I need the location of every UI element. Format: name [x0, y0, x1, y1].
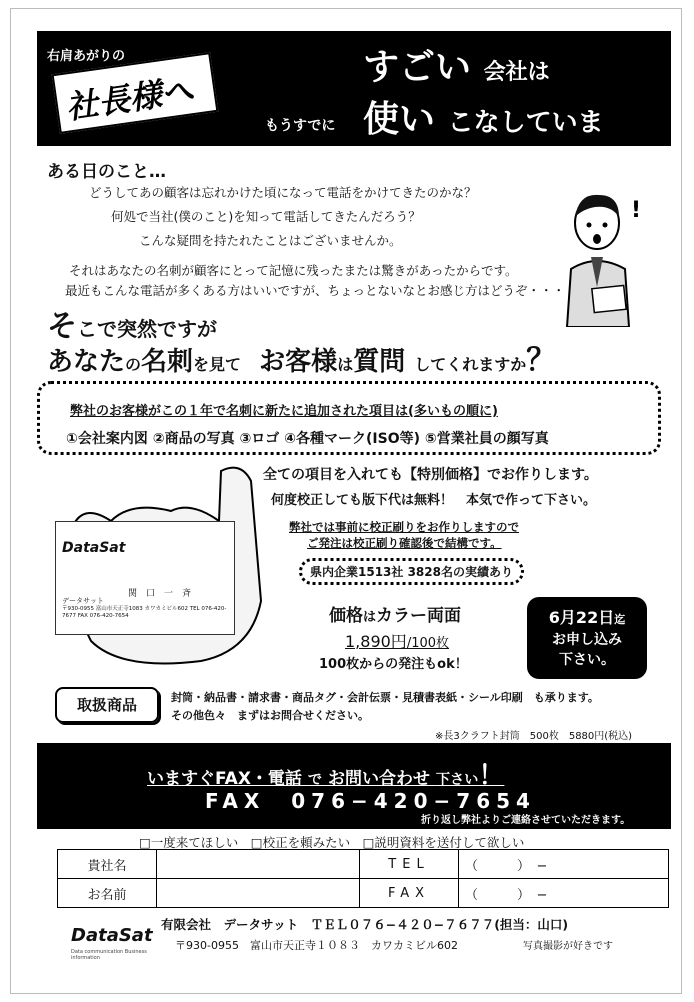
offer-free-proof: 何度校正しても版下代は無料！ 本気で作って下さい。: [271, 493, 597, 508]
footer-company: 有限会社 データサット ＴＥＬ０７６−４２０−７６７７(担当：山口): [161, 917, 569, 932]
footer-address: 〒930-0955 富山市天正寺１０８３ カワカミビル602: [175, 939, 458, 952]
footer-logo-tag: Data communication Business information: [71, 949, 147, 961]
min-order: 100枚からの発注もok！: [319, 657, 468, 672]
footer-logo-text: DataSat: [71, 925, 153, 946]
flyer-page: [10, 8, 682, 994]
fax-field[interactable]: （ ） −: [459, 879, 669, 908]
popular-items-box: [37, 381, 661, 455]
fax-label: FAX: [360, 879, 459, 908]
card-company: データサット: [62, 597, 104, 605]
offer-special-price: 全ての項目を入れても【特別価格】でお作りします。: [263, 467, 598, 483]
question-1: どうしてあの顧客は忘れかけた頃になって電話をかけてきたのかな？: [89, 185, 477, 200]
fax-order-form: [57, 849, 669, 908]
svg-text:!: !: [631, 198, 642, 223]
products-button[interactable]: 取扱商品: [55, 687, 159, 723]
deadline-date: 6月22日迄: [548, 608, 626, 627]
deadline-line3: 下さい。: [559, 652, 615, 668]
headline-2: あなたの名刺を見て お客様は質問 してくれますか？: [47, 343, 557, 378]
products-line-1: 封筒・納品書・請求書・商品タグ・会計伝票・見積書表紙・シール印刷 も承ります。: [171, 691, 599, 704]
request-checkboxes[interactable]: □一度来てほしい □校正を頼みたい □説明資料を送付して欲しい: [139, 835, 525, 850]
fax-call-to-action: いますぐFAX・電話 で お問い合わせ 下さい！: [147, 761, 505, 791]
headline-1: そこで突然ですが: [47, 309, 217, 344]
footer-logo: [71, 921, 151, 959]
surprised-businessman-illustration: [559, 187, 649, 327]
company-field[interactable]: [157, 850, 360, 879]
sample-business-card: [55, 521, 235, 635]
offer-track-record: 県内企業1513社 3828名の実績あり: [299, 558, 524, 585]
tel-label: TEL: [360, 850, 459, 879]
question-3: こんな疑問を持たれたことはございませんか。: [139, 233, 402, 248]
header-line1: すごい 会社は: [363, 47, 550, 88]
intro-title: ある日のこと…: [47, 162, 166, 182]
header-tag: 右肩あがりの: [47, 49, 126, 64]
name-label: お名前: [58, 879, 157, 908]
card-logo: DataSat: [62, 540, 126, 556]
shacho-text: 社長様へ: [63, 71, 196, 127]
name-field[interactable]: [157, 879, 360, 908]
products-note: ※長3クラフト封筒 500枚 5880円(税込): [435, 731, 633, 742]
card-address: 〒930-0955 富山市天正寺1083 カワカミビル602 TEL 076-420-7677 FAX 076-420-7654: [62, 606, 227, 619]
header-banner: [37, 31, 671, 146]
price-heading: 価格はカラー両面: [329, 606, 462, 626]
fax-callback-note: 折り返し弊社よりご連絡させていただきます。: [421, 815, 631, 826]
paragraph-1: それはあなたの名刺が顧客にとって記憶に残ったまたは驚きがあったからです。: [69, 263, 518, 278]
fax-banner: [37, 743, 671, 829]
paragraph-2: 最近もこんな電話が多くある方はいいですが、ちょっとないなとお感じ方はどうぞ・・・: [65, 283, 566, 298]
form-row: [58, 879, 669, 908]
popular-items-heading: 弊社のお客様がこの１年で名刺に新たに追加された項目は(多いもの順に): [70, 404, 498, 419]
fax-number[interactable]: FAX 076−420−7654: [205, 789, 536, 813]
tel-field[interactable]: （ ） −: [459, 850, 669, 879]
deadline-line2: お申し込み: [552, 632, 622, 648]
shacho-badge: [52, 52, 219, 134]
deadline-badge: [527, 597, 647, 679]
popular-items-list: ①会社案内図 ②商品の写真 ③ロゴ ④各種マーク(ISO等) ⑤営業社員の顔写真: [66, 431, 549, 447]
offer-proof-note-2: ご発注は校正刷り確認後で結構です。: [307, 536, 502, 550]
form-row: [58, 850, 669, 879]
question-2: 何処で当社(僕のこと)を知って電話してきたんだろう？: [111, 209, 421, 224]
header-line2: 使い こなしていま: [363, 99, 604, 140]
company-label: 貴社名: [58, 850, 157, 879]
header-already: もうすでに: [265, 118, 336, 134]
footer-hobby: 写真撮影が好きです: [523, 941, 613, 952]
products-line-2: その他色々 まずはお問合せください。: [171, 709, 369, 722]
offer-proof-note-1: 弊社では事前に校正刷りをお作りしますので: [289, 520, 519, 534]
price-amount: 1,890円/100枚: [345, 632, 450, 651]
card-name: 関 口 一 斉: [128, 589, 192, 599]
